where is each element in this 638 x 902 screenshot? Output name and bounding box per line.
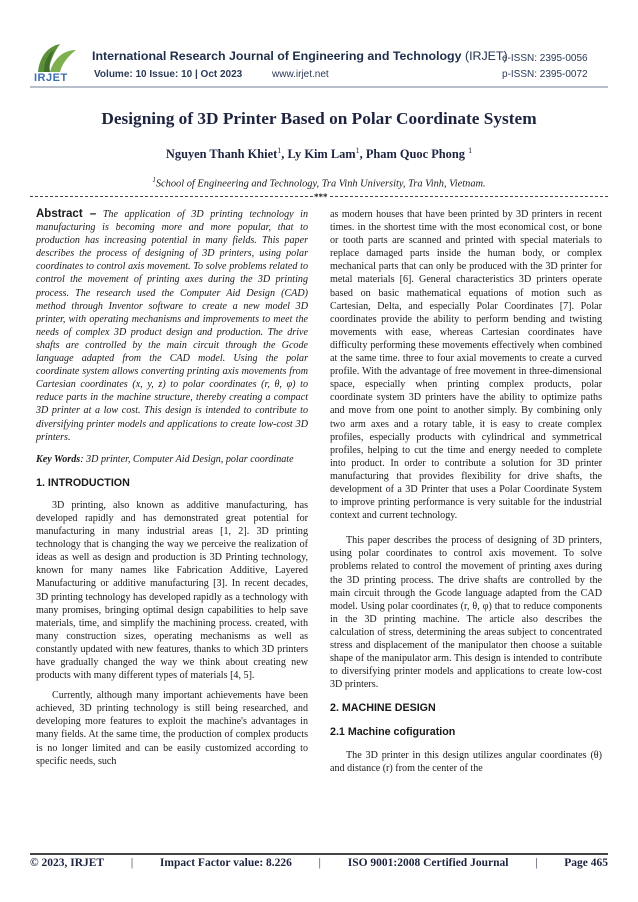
- right-column: [330, 208, 602, 782]
- author-affil-marker: 1: [355, 146, 360, 155]
- logo-text: IRJET: [34, 72, 68, 84]
- divider-stars: ***: [314, 192, 328, 202]
- machine-config-heading: 2.1 Machine cofiguration: [330, 726, 456, 739]
- intro-paragraph-3: as modern houses that have been printed by 3D printers in recent times. in the shortest time with the most economical cost, or bone or tooth parts are scanned and printed with special materials to replace damaged parts inside the human body, or complex mechanical parts that can only be produced with the 3D printer for metal materials [6]. General characteristics 3D printers operate based on basic mathematical equations of motion such as Cartesian, Delta, and especially Polar Coordinates [7]. Polar coordinates provide the ability to perform bending and twisting movements with ease, whereas Cartesian coordinates have difficulty performing these movements effectively when combined at the same time. three to four axial movements to create a curved profile. With the advantage of free movement in three-dimensional space, especially when printing complex products, polar coordinate system 3D printers have the ability to optimize paths and move from one point to another simply. By combining only two arm axes and a rotary table, it is easy to create complex profiles, especially products with cylindrical and symmetrical profiles, helping to cut the time and energy needed to complete into product. In order to contribute a solution for 3D printer manufacturing that provides flexibility for drive shafts, the development of a 3D Printer that uses a Polar Coordinate System to improve printing performance is very suitable for the industrial context and current technology.: [330, 209, 602, 522]
- footer-divider: [30, 853, 608, 855]
- footer-page-number: Page 465: [564, 857, 608, 869]
- author-name: Nguyen Thanh Khiet: [165, 147, 278, 162]
- author-separator: ,: [359, 147, 366, 162]
- affiliation-marker: 1: [152, 176, 156, 184]
- page-header: [0, 0, 638, 88]
- intro-paragraph-2: Currently, although many important achievements have been achieved, 3D printing technology is still being researched, and developing more features to exploit the machine's advantages in many fields. At the same time, the production of complex products is no longer limited and can be easily customized according to specific needs, such: [36, 690, 308, 767]
- author-affil-marker: 1: [468, 146, 473, 155]
- author-affil-marker: 1: [277, 146, 282, 155]
- footer-separator: |: [318, 857, 321, 869]
- footer-impact-factor: Impact Factor value: 8.226: [159, 857, 292, 869]
- keywords-text: : 3D printer, Computer Aid Design, polar coordinate: [80, 453, 294, 465]
- footer-copyright: © 2023, IRJET: [30, 857, 105, 869]
- author-name: Ly Kim Lam: [287, 147, 356, 162]
- footer-separator: |: [130, 857, 134, 869]
- pissn: p-ISSN: 2395-0072: [502, 69, 588, 80]
- paper-title: Designing of 3D Printer Based on Polar Coordinate System: [101, 109, 537, 128]
- author-list: [0, 146, 638, 162]
- header-divider: [30, 86, 608, 88]
- author-name: Pham Quoc Phong: [365, 147, 469, 162]
- intro-paragraph-1: 3D printing, also known as additive manufacturing, has developed rapidly and has demonstrated great potential for manufacturing in many industrial areas [1, 2]. 3D printing technology that is changing the way we perceive the realization of ideas as well as design and production is 3D Printing technology, known for many names like Fabrication Additive, Layered Manufacturing or additive manufacturing [3]. In recent decades, 3D printing technology has developed rapidly as a technology with many promises, bringing optimal design capabilities to help save materials, time, and simplify the machining process. created, with many construction sizes, operating mechanisms as well as constantly updated with new features, thanks to which 3D printers have gradually changed the way we think about creating new products with many different types of materials [4, 5].: [36, 499, 308, 682]
- author-separator: ,: [281, 147, 288, 162]
- journal-name-text: International Research Journal of Engineering and Technology: [92, 49, 462, 63]
- journal-website[interactable]: www.irjet.net: [272, 69, 329, 80]
- page-footer: [30, 857, 608, 869]
- left-column: [36, 208, 308, 775]
- journal-abbr: (IRJET): [464, 49, 508, 63]
- config-paragraph-1: The 3D printer in this design utilizes angular coordinates (θ) and distance (r) from the center of the: [330, 749, 602, 774]
- abstract-text: The application of 3D printing technology in manufacturing is becoming more and more popular, that to production has increasing potential in many fields. This paper describes the process of designing of 3D printers, using polar coordinates to control axis movement. To solve problems related to control the movement of printing axes during the 3D printing process. The research used the Computer Aid Design (CAD) method through Inventor software to create a new model 3D printer, with operating mechanisms and improvements to meet the needs of complex 3D product design and production. The drive shafts are controlled by the main circuit through the Gcode language adapted from the CAD model. Using the polar coordinate system allows converting printing axis movements from Cartesian coordinates (x, y, z) to polar coordinates (r, θ, φ) to reduce parts in the machine structure, thereby creating a compact 3D printer at a low cost. This design is intended to contribute to diversifying printer models and applications to create low-cost 3D printers.: [36, 209, 308, 443]
- abstract-label: Abstract –: [36, 208, 97, 220]
- intro-heading: 1. INTRODUCTION: [36, 476, 130, 489]
- eissn: e-ISSN: 2395-0056: [502, 53, 588, 64]
- footer-iso: ISO 9001:2008 Certified Journal: [347, 857, 509, 869]
- abstract: [36, 208, 308, 444]
- intro-paragraph-4: This paper describes the process of designing of 3D printers, using polar coordinates to control axis movement. To solve problems related to control the movement of printing axes during the 3D printing process. The drive shafts are controlled by the main circuit through the Gcode language adapted from the CAD model. Using polar coordinates (r, θ, φ) that to reduce components in the 3D printing machine. The article also describes the calculation of stress, determining the areas subject to concentrated stress and displacement of the manipulator then choose a suitable shape of the manipulator arm. This design is intended to contribute to diversifying printer models and applications to create low-cost 3D printers.: [330, 535, 602, 691]
- footer-separator: |: [535, 857, 538, 869]
- keywords: [36, 453, 308, 466]
- volume-issue: Volume: 10 Issue: 10 | Oct 2023: [94, 69, 243, 80]
- journal-name: [92, 49, 508, 63]
- keywords-label: Key Words: [36, 453, 81, 465]
- affiliation-text: School of Engineering and Technology, Tra Vinh University, Tra Vinh, Vietnam.: [155, 178, 486, 190]
- affiliation: [0, 176, 638, 189]
- machine-design-heading: 2. MACHINE DESIGN: [330, 702, 436, 715]
